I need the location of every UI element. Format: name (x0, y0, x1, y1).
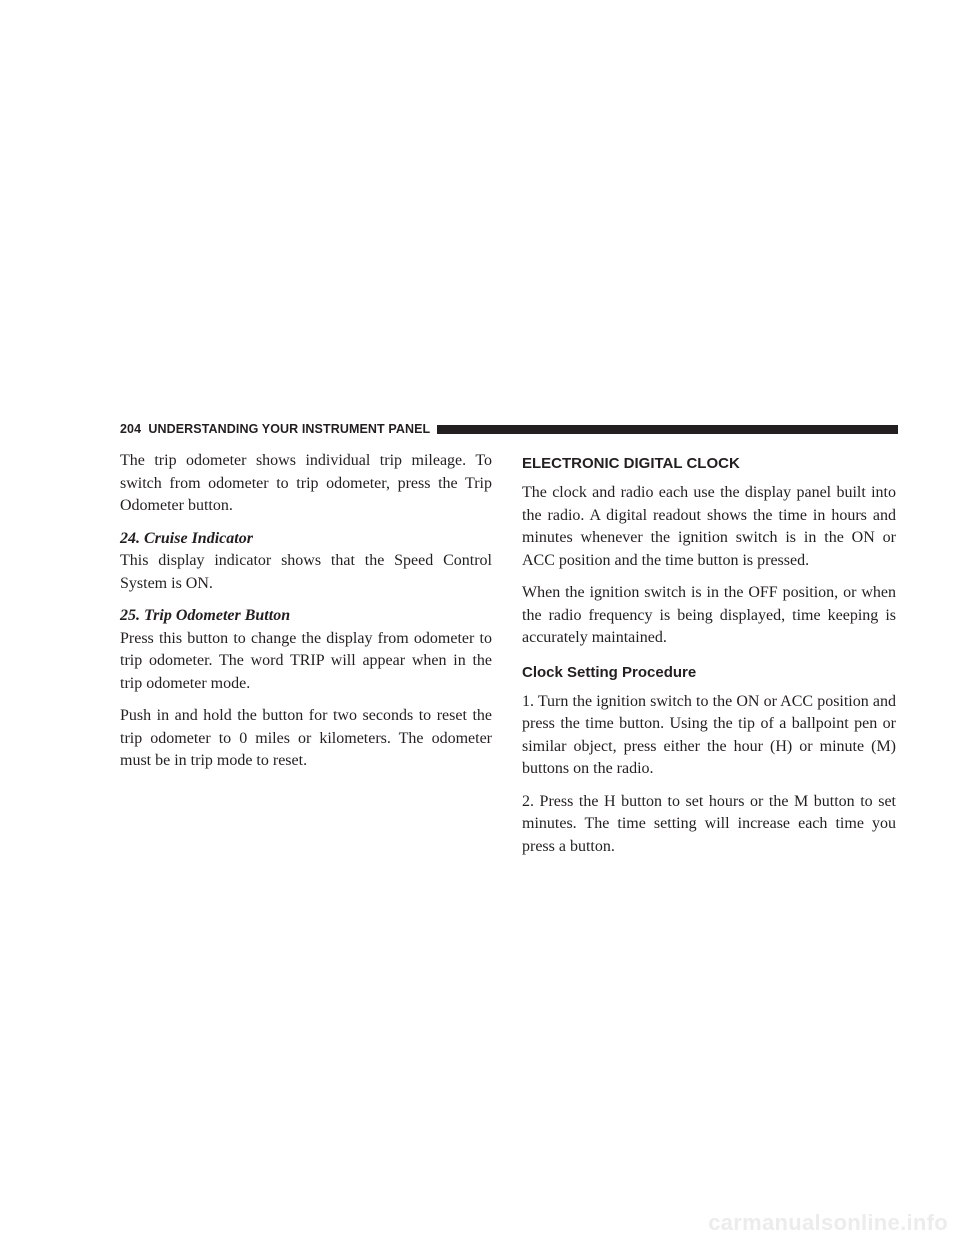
page-number-and-section (120, 422, 430, 436)
item-25-title: 25. Trip Odometer Button (120, 607, 291, 624)
clock-description: The clock and radio each use the display panel built into the radio. A digital readout shows the time in hours and minutes whenever the ignition switch is in the ON or ACC position and the time button is pressed. (522, 484, 896, 569)
left-column (120, 450, 492, 783)
trip-odometer-intro: The trip odometer shows individual trip mileage. To switch from odometer to trip odometer, press the Trip Odometer button. (120, 452, 492, 514)
watermark: carmanualsonline.info (708, 1210, 948, 1235)
page-header (120, 422, 898, 436)
item-24-title: 24. Cruise Indicator (120, 529, 253, 547)
item-25-reset-text: Push in and hold the button for two seconds to reset the trip odometer to 0 miles or kilometers. The odometer must be in trip mode to reset. (120, 707, 492, 769)
step-1: 1. Turn the ignition switch to the ON or ACC position and press the time button. Using the tip of a ballpoint pen or similar object, press either the hour (H) or minute (M) buttons on the radio. (522, 692, 896, 777)
item-25 (120, 605, 492, 695)
section-title: UNDERSTANDING YOUR INSTRUMENT PANEL (148, 422, 431, 436)
subsection-heading: Clock Setting Procedure (522, 663, 697, 681)
section-heading: ELECTRONIC DIGITAL CLOCK (522, 455, 740, 472)
header-rule (437, 425, 898, 434)
item-24-text: This display indicator shows that the Speed Control System is ON. (120, 552, 492, 592)
clock-timekeeping: When the ignition switch is in the OFF position, or when the radio frequency is being displayed, time keeping is accurately maintained. (522, 584, 896, 646)
step-2: 2. Press the H button to set hours or the M button to set minutes. The time setting will increase each time you press a button. (522, 792, 896, 855)
item-25-text: Press this button to change the display from odometer to trip odometer. The word TRIP will appear when in the trip odometer mode. (120, 629, 492, 692)
page-number: 204 (120, 422, 142, 436)
item-24 (120, 528, 492, 596)
right-column (522, 450, 896, 868)
